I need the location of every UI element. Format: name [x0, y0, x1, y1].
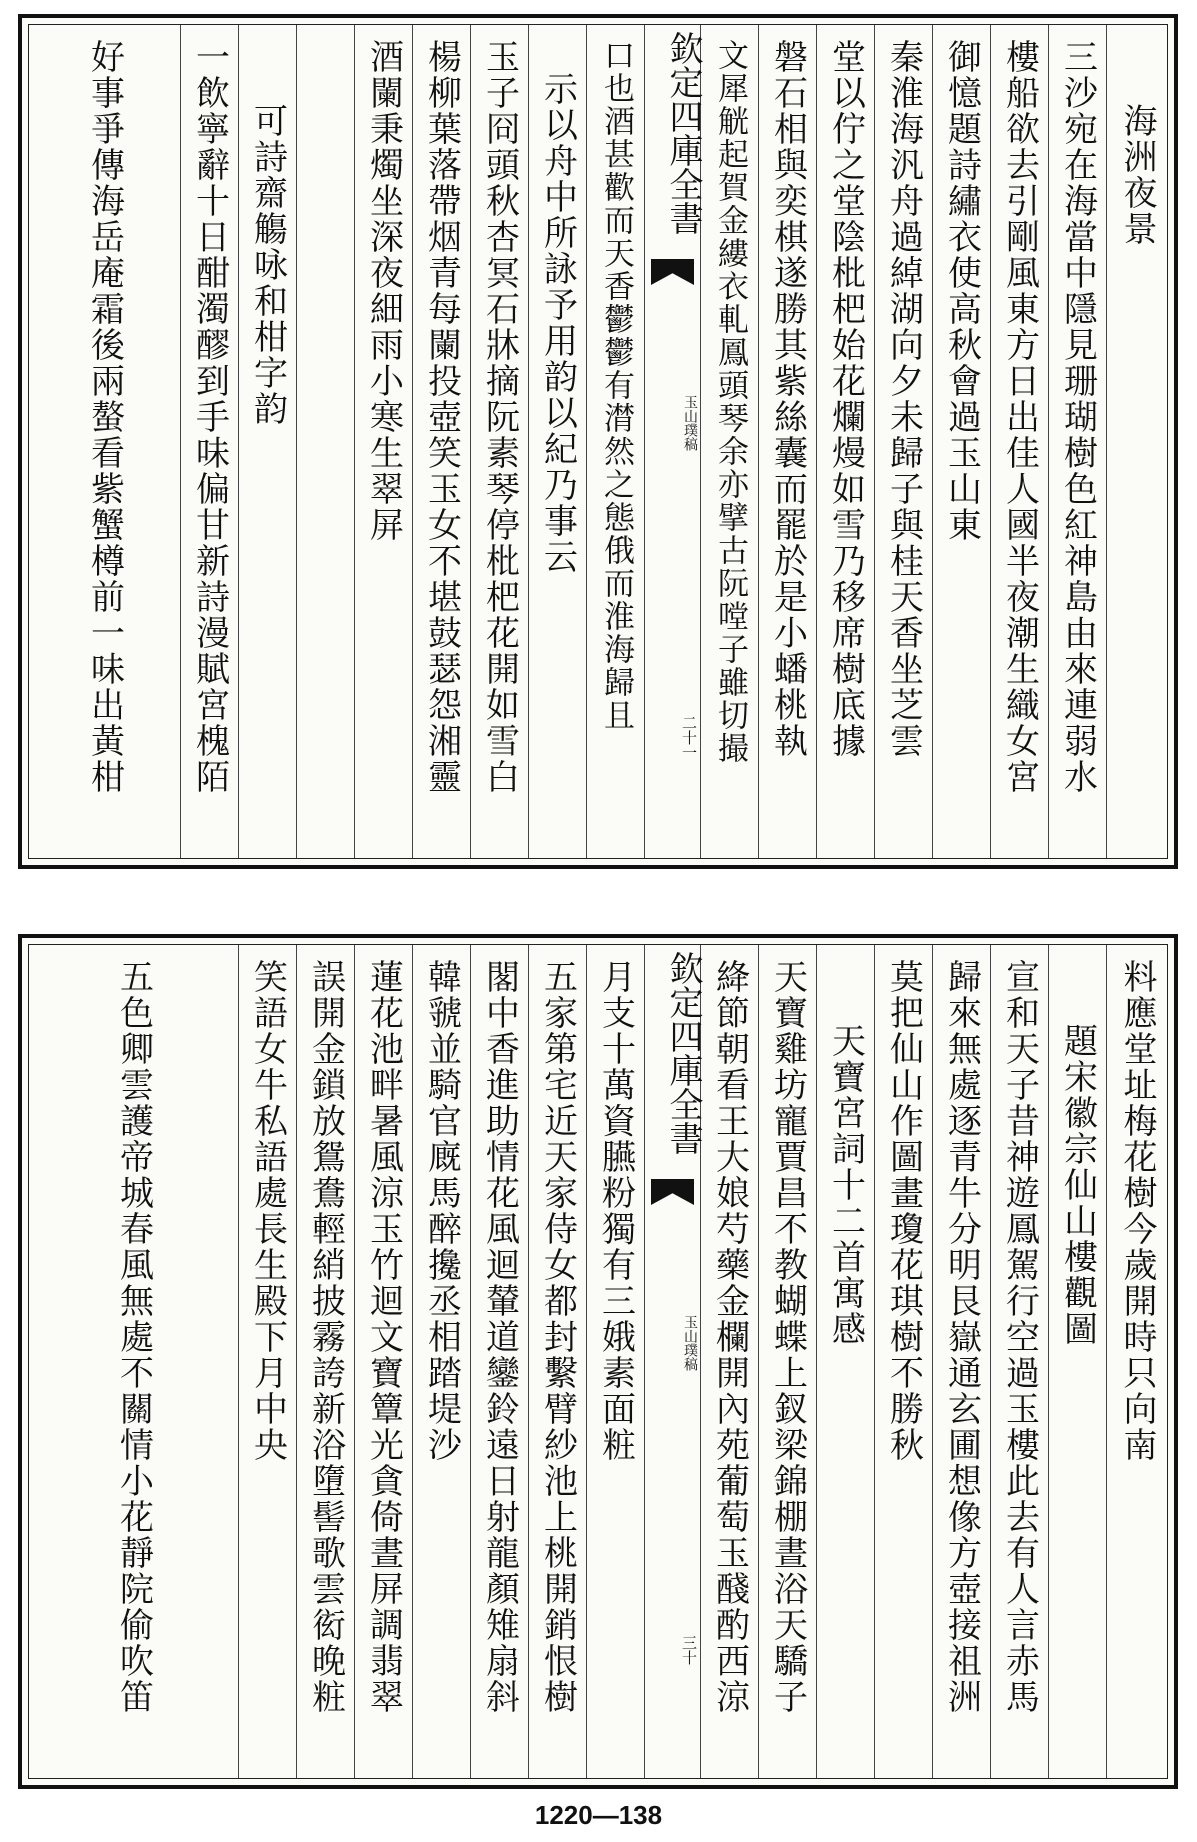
text-column: 天寶宮詞十二首寓感: [817, 945, 875, 1778]
text-column: 樓船欲去引剛風東方日出佳人國半夜潮生織女宮: [991, 25, 1049, 858]
book-title: 欽定四庫全書: [663, 31, 703, 235]
text-column: 示以舟中所詠予用韵以紀乃事云: [529, 25, 587, 858]
text-column: 堂以佇之堂陰枇杷始花爛熳如雪乃移席樹底據: [817, 25, 875, 858]
text-column: 蓮花池畔暑風涼玉竹迴文寶簟光貪倚晝屏調翡翠: [355, 945, 413, 1778]
text-column: 誤開金鎖放鴛鴦輕綃披霧誇新浴墮髻歌雲衒晚粧: [297, 945, 355, 1778]
text-column: 可詩齋觴咏和柑字韵: [239, 25, 297, 858]
book-title: 欽定四庫全書: [663, 951, 703, 1155]
text-column: 題宋徽宗仙山樓觀圖: [1049, 945, 1107, 1778]
text-column: 韓虢並騎官廐馬醉攙丞相踏堤沙: [413, 945, 471, 1778]
text-column: 天寶雞坊寵賈昌不教蝴蝶上釵梁錦棚晝浴天驕子: [759, 945, 817, 1778]
text-column: 楊柳葉落帶烟青每闌投壺笑玉女不堪鼓瑟怨湘靈: [413, 25, 471, 858]
text-column: 料應堂址梅花樹今歲開時只向南: [1117, 959, 1157, 1463]
text-column: 笑語女牛私語處長生殿下月中央: [239, 945, 297, 1778]
bottom-page-text-frame: [28, 944, 1168, 1779]
text-column: 玉子冏頭秋杏冥石牀摘阮素琴停枇杷花開如雪白: [471, 25, 529, 858]
text-column: 好事爭傳海岳庵霜後兩螯看紫蟹樽前一味出黃柑: [29, 25, 181, 858]
text-column: 宣和天子昔神遊鳳駕行空過玉樓此去有人言赤馬: [991, 945, 1049, 1778]
catalog-number: 1220—138: [534, 1800, 663, 1830]
text-column: 秦淮海汎舟過綽湖向夕未歸子與桂天香坐芝雲: [875, 25, 933, 858]
fish-tail-mark: [651, 1179, 694, 1205]
text-column: 莫把仙山作圖畫瓊花琪樹不勝秋: [875, 945, 933, 1778]
text-column: 歸來無處逐青牛分明艮嶽通玄圃想像方壺接祖洲: [933, 945, 991, 1778]
text-column: 口也酒甚歡而天香鬱鬱有潸然之態俄而淮海歸且: [587, 25, 645, 858]
top-page-text-frame: [28, 24, 1168, 859]
top-page: [18, 14, 1178, 869]
text-column: 絳節朝看王大娘芍藥金欄開內苑葡萄玉醆酌西涼: [701, 945, 759, 1778]
text-column: 五色卿雲護帝城春風無處不關情小花靜院偷吹笛: [29, 945, 239, 1778]
center-fold: [645, 945, 701, 1778]
fish-tail-mark: [651, 259, 694, 285]
page-number: 三十: [680, 1635, 698, 1665]
page-number: 二十一: [680, 715, 698, 760]
text-column: 一飲寧辭十日酣濁醪到手味偏甘新詩漫賦宮槐陌: [181, 25, 239, 858]
text-column: 五家第宅近天家侍女都封繫臂紗池上桃開銷恨樹: [529, 945, 587, 1778]
text-column: 御憶題詩繡衣使高秋會過玉山東: [933, 25, 991, 858]
text-column: 月支十萬資臙粉獨有三娥素面粧: [587, 945, 645, 1778]
volume-title: 玉山璞稿: [682, 395, 698, 451]
text-column: 三沙宛在海當中隱見珊瑚樹色紅神島由來連弱水: [1049, 25, 1107, 858]
bottom-page: [18, 934, 1178, 1789]
text-column: 閣中香進助情花風迴輦道鑾鈴遠日射龍顏雉扇斜: [471, 945, 529, 1778]
text-column: 海洲夜景: [1117, 103, 1157, 247]
center-fold: [645, 25, 701, 858]
blank-column: [297, 25, 355, 858]
volume-title: 玉山璞稿: [682, 1315, 698, 1371]
text-column: 文犀觥起賀金縷衣軋鳳頭琴余亦擘古阮嘡子雖切撮: [701, 25, 759, 858]
text-column: 酒闌秉燭坐深夜細雨小寒生翠屏: [355, 25, 413, 858]
text-column: 磐石相與奕棋遂勝其紫絲囊而罷於是小蟠桃執: [759, 25, 817, 858]
